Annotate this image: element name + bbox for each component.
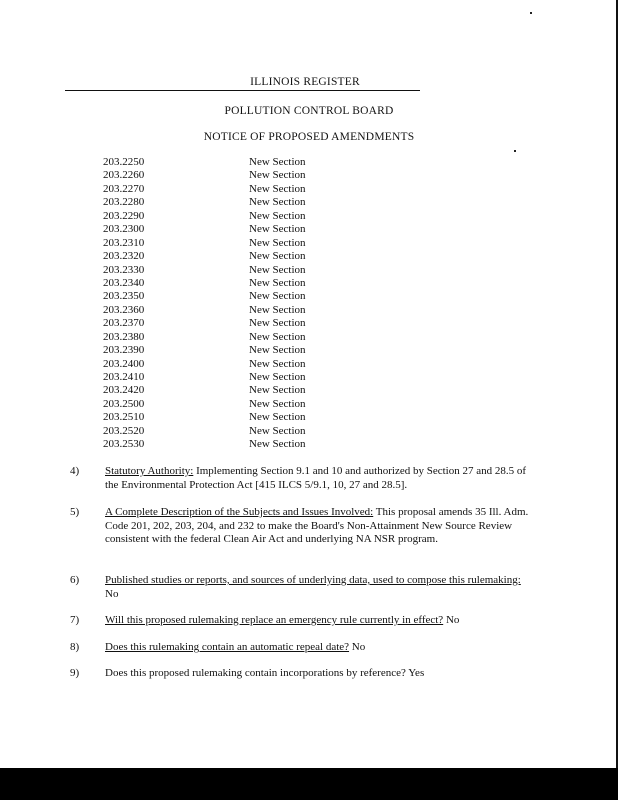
section-number: 203.2340 (103, 276, 145, 289)
item-number: 5) (70, 506, 80, 518)
scan-bottom-band (0, 768, 618, 800)
section-row (103, 398, 403, 411)
section-description: New Section (249, 330, 306, 343)
item-label: Does this rulemaking contain an automatic repeal date? (105, 641, 350, 653)
item-number: 6) (70, 574, 80, 586)
section-row (103, 438, 403, 451)
section-row (103, 344, 403, 357)
section-row (103, 169, 403, 182)
section-description: New Section (249, 397, 306, 410)
section-row (103, 277, 403, 290)
section-row (103, 384, 403, 397)
section-row (103, 290, 403, 303)
section-list (103, 156, 403, 452)
section-number: 203.2250 (103, 156, 145, 168)
item-body: Implementing Section 9.1 and 10 and authorized by Section 27 and 28.5 of the Environmental Protection Act [415 ILCS 5/9.1, 10, 27 and 28.5]. (105, 465, 526, 491)
section-row (103, 250, 403, 263)
section-description: New Section (249, 344, 306, 357)
section-number: 203.2300 (103, 223, 145, 236)
section-description: New Section (249, 411, 306, 424)
item-label: Will this proposed rulemaking replace an emergency rule currently in effect? (105, 614, 444, 626)
scan-speck (530, 12, 532, 14)
item-body: This proposal amends 35 Ill. Adm. Code 201, 202, 203, 204, and 232 to make the Board's Non-Attainment New Source Review consistent with the federal Clean Air Act and underlying NA NSR program. (105, 506, 529, 545)
section-description: New Section (249, 384, 306, 397)
item-label: Does this proposed rulemaking contain incorporations by reference? (105, 667, 406, 679)
section-description: New Section (249, 182, 306, 195)
section-number: 203.2410 (103, 371, 145, 383)
section-row (103, 237, 403, 250)
section-description: New Section (249, 236, 306, 249)
item-label: Statutory Authority: (105, 465, 194, 477)
section-number: 203.2360 (103, 303, 145, 316)
section-row (103, 196, 403, 209)
item-number: 7) (70, 614, 80, 626)
section-number: 203.2510 (103, 411, 145, 424)
section-row (103, 210, 403, 223)
section-description: New Section (249, 303, 306, 316)
section-number: 203.2520 (103, 424, 145, 437)
section-description: New Section (249, 276, 306, 289)
section-row (103, 264, 403, 277)
section-row (103, 317, 403, 330)
board-title: POLLUTION CONTROL BOARD (224, 105, 394, 117)
section-description: New Section (249, 371, 306, 383)
item-number: 8) (70, 641, 80, 653)
item-label: Published studies or reports, and sources of underlying data, used to compose this rulemaking: (105, 574, 521, 586)
section-number: 203.2390 (103, 344, 145, 357)
section-description: New Section (249, 250, 306, 263)
section-number: 203.2280 (103, 196, 145, 209)
item-answer: Yes (405, 667, 425, 679)
section-number: 203.2500 (103, 397, 145, 410)
section-number: 203.2310 (103, 236, 145, 249)
item-answer: No (349, 641, 366, 653)
section-number: 203.2530 (103, 438, 145, 451)
section-row (103, 156, 403, 169)
section-description: New Section (249, 438, 306, 451)
item-answer: No (105, 587, 119, 600)
notice-title: NOTICE OF PROPOSED AMENDMENTS (203, 131, 415, 143)
section-row (103, 304, 403, 317)
section-description: New Section (249, 290, 306, 303)
section-description: New Section (249, 156, 306, 168)
section-description: New Section (249, 223, 306, 236)
section-number: 203.2350 (103, 290, 145, 303)
section-number: 203.2400 (103, 357, 145, 370)
section-description: New Section (249, 424, 306, 437)
item-answer: No (443, 614, 460, 626)
section-number: 203.2290 (103, 209, 145, 222)
section-description: New Section (249, 209, 306, 222)
section-number: 203.2320 (103, 250, 145, 263)
section-number: 203.2270 (103, 182, 145, 195)
item-label: A Complete Description of the Subjects and Issues Involved: (105, 506, 374, 518)
section-number: 203.2330 (103, 263, 145, 276)
section-row (103, 358, 403, 371)
scan-speck (514, 150, 516, 152)
section-row (103, 183, 403, 196)
section-number: 203.2260 (103, 169, 145, 182)
section-number: 203.2420 (103, 384, 145, 397)
item-number: 9) (70, 667, 80, 679)
section-number: 203.2370 (103, 317, 145, 330)
section-row (103, 371, 403, 384)
section-description: New Section (249, 169, 306, 182)
section-description: New Section (249, 357, 306, 370)
register-title: ILLINOIS REGISTER (250, 76, 360, 88)
section-description: New Section (249, 196, 306, 209)
section-row (103, 425, 403, 438)
section-number: 203.2380 (103, 330, 145, 343)
header-rule (65, 90, 420, 91)
section-row (103, 331, 403, 344)
section-description: New Section (249, 263, 306, 276)
section-description: New Section (249, 317, 306, 330)
section-row (103, 223, 403, 236)
section-row (103, 411, 403, 424)
item-number: 4) (70, 465, 80, 477)
